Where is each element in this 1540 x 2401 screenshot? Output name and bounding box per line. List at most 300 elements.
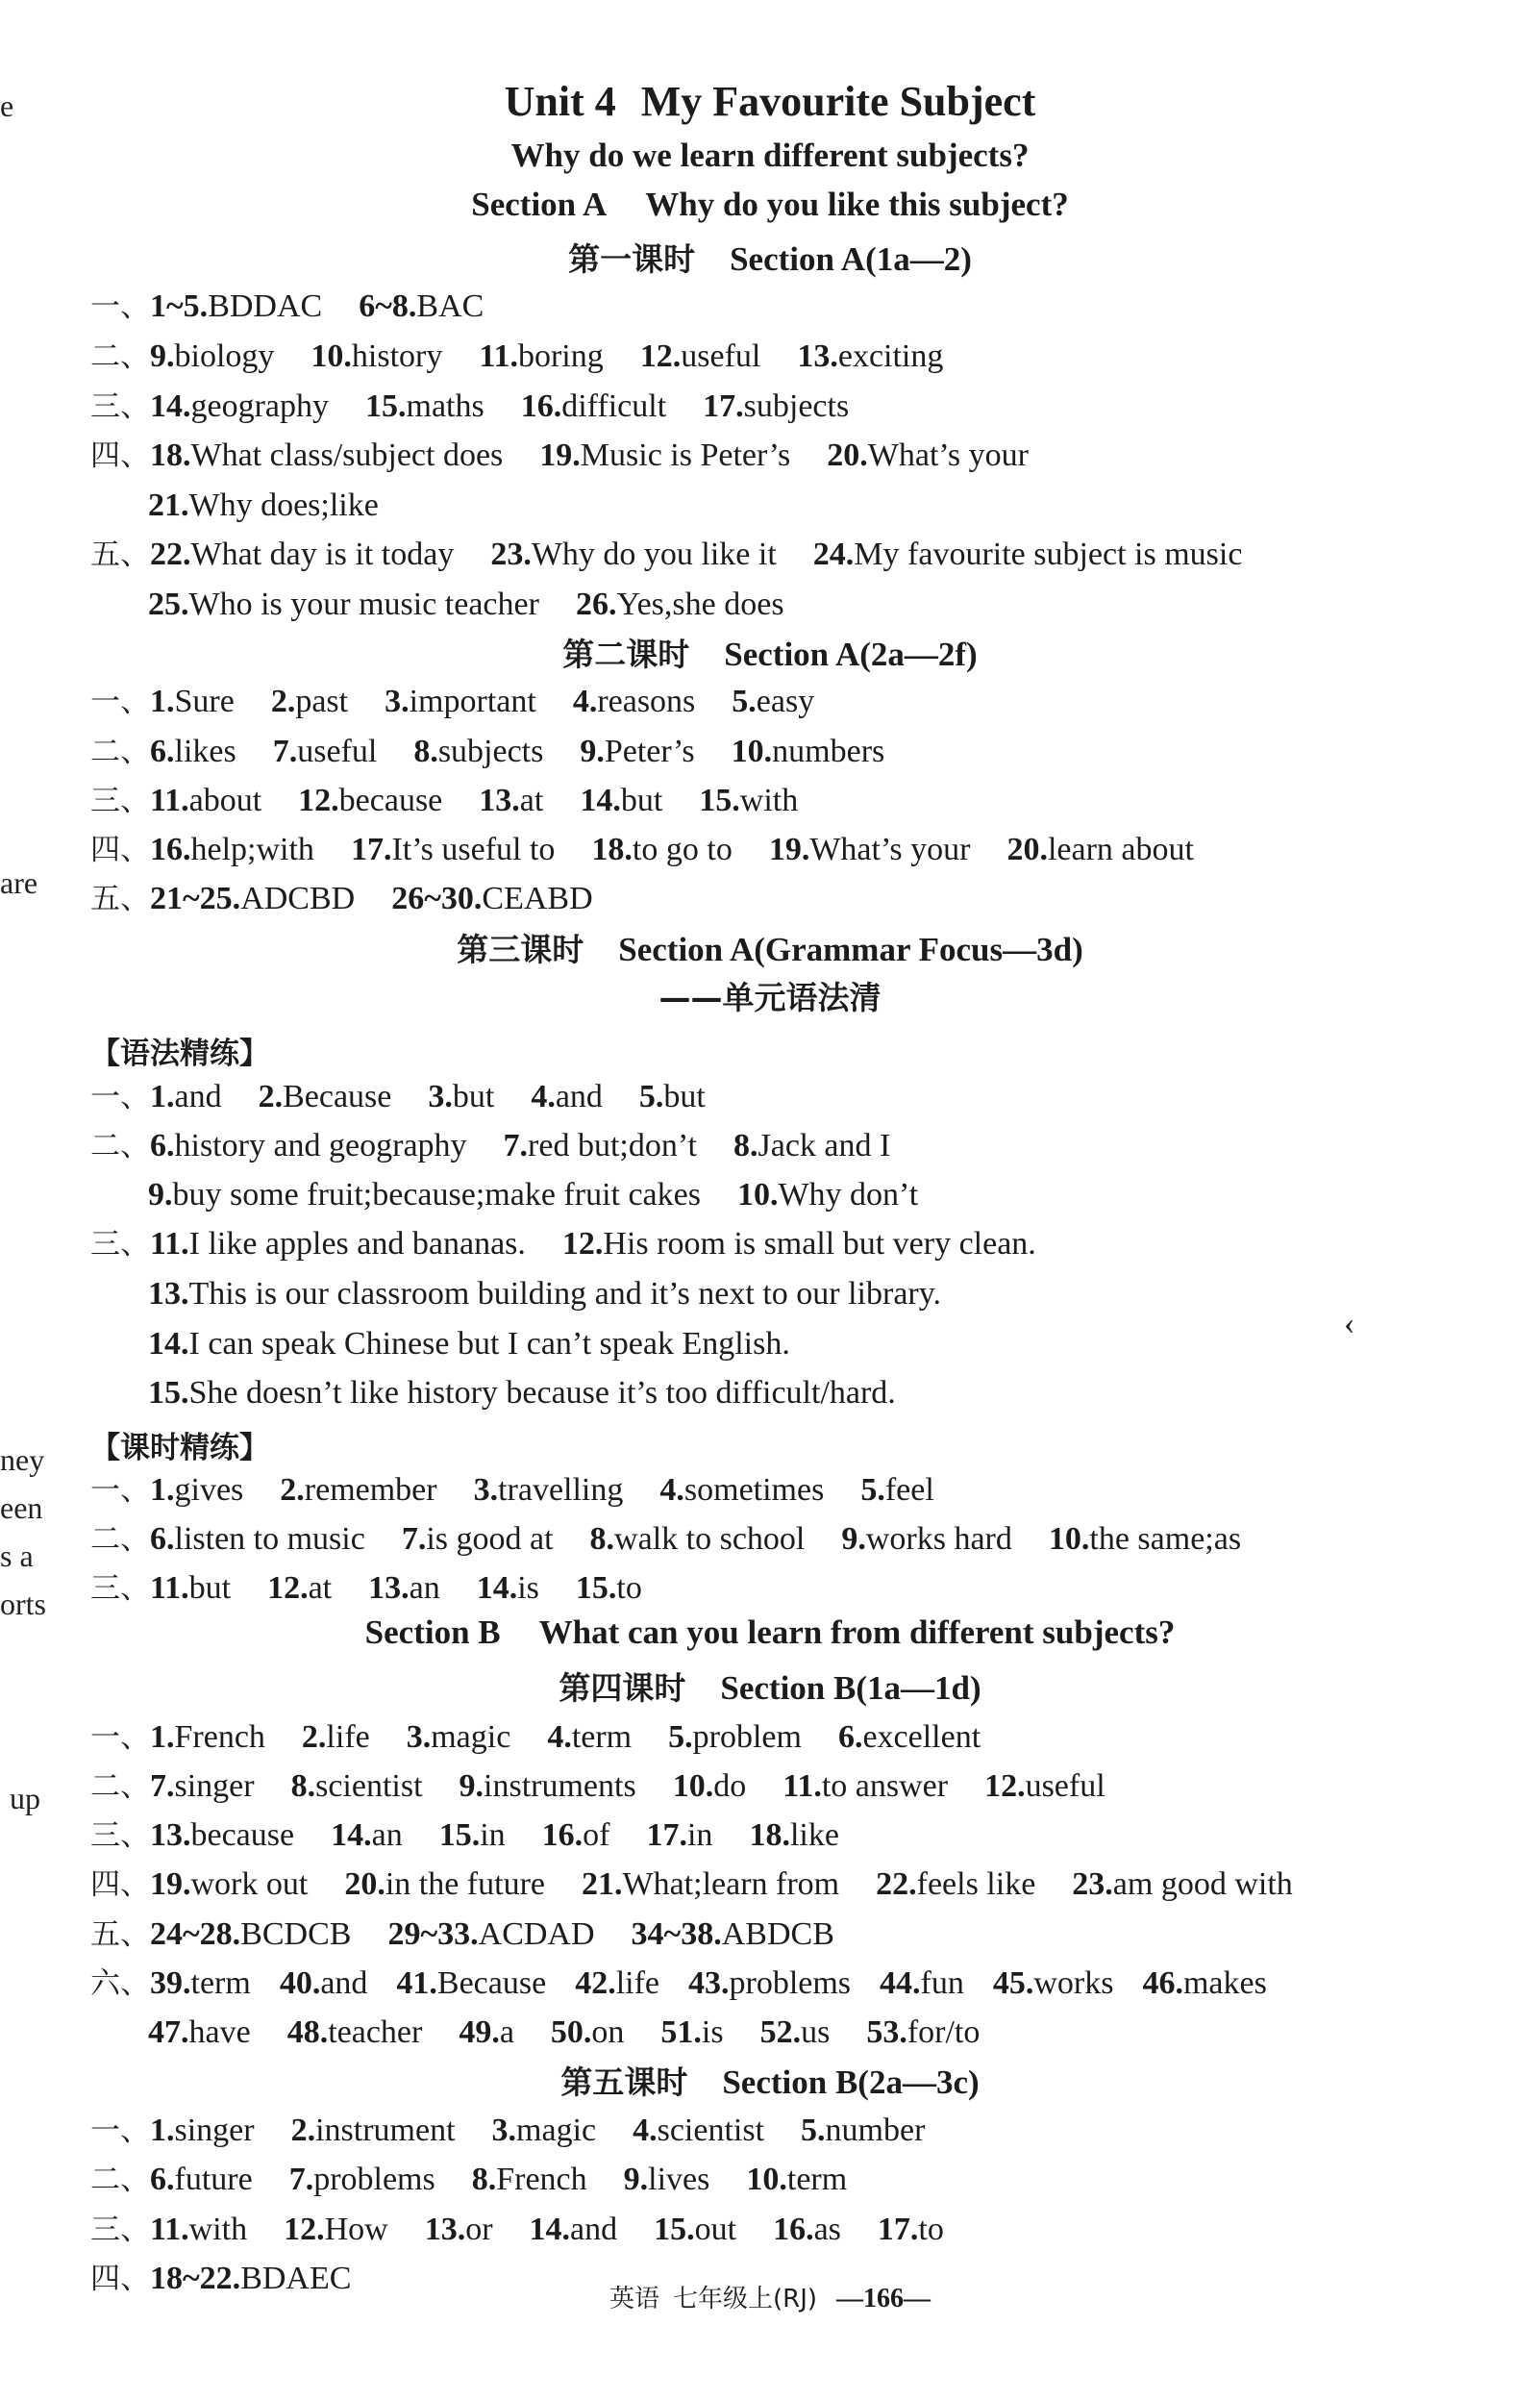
answer-row [90, 538, 1279, 571]
question-number: 19. [539, 438, 581, 473]
answer-item [733, 1130, 890, 1163]
answer-item [668, 1721, 802, 1754]
answer-item [773, 2213, 841, 2246]
question-number: 18. [591, 832, 633, 867]
answer-text: but [188, 1570, 232, 1606]
margin-fragment: ney [0, 1442, 45, 1477]
answer-text: life [326, 1719, 370, 1755]
answer-text: at [308, 1570, 333, 1606]
answer-text: an [409, 1570, 440, 1606]
answer-item [562, 1228, 1036, 1261]
question-number: 3. [473, 1472, 499, 1508]
answer-item [150, 2213, 247, 2246]
question-number: 9. [841, 1521, 866, 1557]
answer-text: and [555, 1079, 603, 1114]
answer-item [504, 1130, 697, 1163]
answer-text: I can speak Chinese but I can’t speak English. [188, 1326, 790, 1362]
answer-item [396, 1967, 546, 2000]
answer-item [624, 2163, 710, 2196]
answer-item [732, 686, 814, 718]
question-number: 52. [759, 2014, 802, 2050]
answer-item [150, 538, 454, 571]
answer-text: Why do you like it [531, 537, 777, 572]
question-number: 4. [547, 1719, 572, 1755]
answer-text: term [571, 1719, 633, 1755]
answer-item [150, 1868, 308, 1901]
question-number: 15. [575, 1570, 617, 1606]
answer-item [148, 2016, 251, 2049]
answer-text: singer [174, 2113, 255, 2148]
answer-text: to go to [632, 832, 733, 867]
answer-text: on [591, 2014, 625, 2050]
answer-text: Music is Peter’s [580, 438, 791, 473]
answer-item [490, 538, 776, 571]
answer-item [291, 1770, 423, 1803]
question-number: 21. [148, 488, 189, 523]
answer-text: to [616, 1570, 642, 1606]
lesson-5-heading: 第五课时 Section B(2a—3c) [560, 2063, 980, 2101]
stray-mark: ‹ [1344, 1306, 1355, 1341]
answer-item [273, 736, 378, 768]
question-number: 3. [406, 1719, 432, 1755]
answer-item [688, 1967, 851, 2000]
answer-text: Why does;like [188, 488, 379, 523]
question-number: 2. [258, 1079, 284, 1114]
question-group-marker: 五、 [90, 882, 150, 916]
answer-text: BDAEC [240, 2261, 352, 2296]
answer-row [90, 1868, 1329, 1901]
question-number: 10. [1048, 1521, 1090, 1557]
question-number: 46. [1142, 1965, 1183, 2001]
question-group-marker: 五、 [90, 1917, 150, 1952]
answer-text: This is our classroom building and it’s next to our library. [188, 1276, 942, 1312]
question-number: 11. [150, 1226, 189, 1262]
answer-text: and [320, 1965, 368, 2001]
answer-item [287, 2016, 423, 2049]
answer-item [746, 2163, 847, 2196]
section-b-heading: Section B What can you learn from different subjects? [364, 1613, 1176, 1651]
answer-text: maths [406, 388, 484, 424]
answer-item [547, 1721, 632, 1754]
margin-fragment: s a [0, 1538, 34, 1573]
question-number: 1. [150, 1472, 175, 1508]
answer-item [576, 588, 784, 621]
question-number: 19. [150, 1866, 191, 1902]
answer-row [90, 439, 1065, 472]
answer-item [359, 290, 484, 323]
answer-text: in the future [385, 1866, 545, 1902]
question-number: 7. [150, 1768, 175, 1804]
answer-item [460, 1770, 636, 1803]
question-number: 25. [148, 587, 189, 622]
answer-row [90, 1721, 1017, 1754]
answer-text: is good at [426, 1521, 554, 1557]
answer-item [150, 785, 261, 817]
answer-text: subjects [437, 734, 544, 769]
question-number: 3. [428, 1079, 453, 1114]
question-group-marker: 一、 [90, 289, 150, 324]
answer-row [90, 686, 851, 718]
answer-item [150, 390, 329, 423]
question-number: 1. [150, 1079, 175, 1114]
question-number: 49. [459, 2014, 500, 2050]
answer-item [760, 2016, 831, 2049]
answer-item [472, 2163, 587, 2196]
answer-text: magic [516, 2113, 597, 2148]
question-number: 16. [150, 832, 191, 867]
answer-text: excellent [862, 1719, 981, 1755]
question-group-marker: 五、 [90, 538, 150, 572]
answer-item [797, 340, 943, 373]
answer-text: problem [692, 1719, 802, 1755]
answer-item [492, 2114, 597, 2147]
answer-item [479, 785, 543, 817]
answer-text: history [351, 338, 443, 374]
question-number: 17. [350, 832, 392, 867]
question-number: 14. [331, 1817, 372, 1853]
answer-item [827, 439, 1029, 472]
question-number: 5. [638, 1079, 664, 1114]
margin-fragment: een [0, 1490, 43, 1525]
answer-text: exciting [837, 338, 944, 374]
question-number: 4. [531, 1079, 556, 1114]
answer-item [148, 1179, 701, 1212]
question-number: 7. [401, 1521, 427, 1557]
question-number: 11. [150, 1570, 189, 1606]
question-number: 9. [580, 734, 605, 769]
answer-text: What;learn from [622, 1866, 840, 1902]
question-number: 1. [150, 684, 175, 719]
question-number: 20. [827, 438, 868, 473]
answer-item [271, 686, 348, 718]
question-number: 7. [288, 2162, 314, 2197]
question-number: 10. [736, 1177, 779, 1213]
answer-text: work out [190, 1866, 309, 1902]
question-group-marker: 一、 [90, 685, 150, 719]
question-number: 23. [490, 537, 532, 572]
answer-text: What class/subject does [190, 438, 504, 473]
answer-text: subjects [743, 388, 850, 424]
answer-text: term [190, 1965, 251, 2001]
question-group-marker: 四、 [90, 833, 150, 867]
question-number: 17. [877, 2212, 919, 2247]
answer-text: BDDAC [208, 288, 323, 324]
answer-item [580, 736, 694, 768]
answer-text: for/to [907, 2014, 981, 2050]
question-number: 6. [150, 1521, 175, 1557]
answer-text: past [295, 684, 349, 719]
question-number: 7. [503, 1128, 529, 1163]
answer-text: because [338, 783, 443, 818]
answer-text: but [620, 783, 663, 818]
answer-text: am good with [1112, 1866, 1293, 1902]
question-number: 20. [1006, 832, 1048, 867]
unit-question: Why do we learn different subjects? [510, 137, 1030, 174]
margin-fragment: up [10, 1781, 40, 1815]
answer-item [150, 2114, 255, 2147]
answer-row [148, 1278, 978, 1311]
question-number: 1. [150, 1719, 175, 1755]
lesson-4-heading: 第四课时 Section B(1a—1d) [559, 1669, 981, 1707]
answer-item [150, 1721, 265, 1754]
answer-row [90, 1523, 1278, 1556]
question-number: 18. [150, 438, 191, 473]
answer-row [90, 2213, 981, 2246]
question-number: 47. [148, 2014, 189, 2050]
answer-text: travelling [498, 1472, 624, 1508]
question-number: 5. [668, 1719, 693, 1755]
lesson-1-heading: 第一课时 Section A(1a—2) [568, 240, 972, 278]
answer-item [813, 538, 1243, 571]
question-number: 48. [286, 2014, 329, 2050]
answer-text: a [499, 2014, 514, 2050]
question-number: 8. [733, 1128, 758, 1163]
question-group-marker: 四、 [90, 2262, 150, 2296]
question-number: 41. [396, 1965, 437, 2001]
answer-item [860, 1474, 933, 1507]
unit-title: Unit 4 My Favourite Subject [504, 78, 1036, 125]
answer-text: It’s useful to [391, 832, 556, 867]
answer-text: reasons [597, 684, 696, 719]
question-number: 39. [150, 1965, 191, 2001]
question-group-marker: 四、 [90, 1867, 150, 1902]
grammar-practice-label: 【语法精练】 [90, 1037, 269, 1071]
question-number: 8. [471, 2162, 497, 2197]
question-number: 5. [860, 1472, 885, 1508]
question-number: 14. [580, 783, 621, 818]
answer-text: problems [313, 2162, 435, 2197]
question-number: 2. [301, 1719, 327, 1755]
question-number: 11. [150, 2212, 189, 2247]
answer-text: Sure [174, 684, 235, 719]
question-group-marker: 一、 [90, 1473, 150, 1508]
question-group-marker: 一、 [90, 1720, 150, 1755]
answer-text: feels like [916, 1866, 1036, 1902]
answer-row [148, 1377, 932, 1410]
question-number: 29~33. [387, 1916, 479, 1952]
answer-item [640, 340, 761, 373]
question-group-marker: 二、 [90, 1129, 150, 1163]
answer-item [878, 2213, 944, 2246]
answer-text: is [701, 2014, 724, 2050]
answer-item [344, 1868, 545, 1901]
question-number: 1~5. [150, 288, 209, 324]
answer-row [90, 834, 1230, 866]
question-group-marker: 三、 [90, 1227, 150, 1262]
answer-text: red but;don’t [528, 1128, 698, 1163]
lesson-3-subheading: ——单元语法清 [658, 979, 882, 1016]
answer-item [477, 1572, 539, 1605]
question-number: 3. [385, 684, 410, 719]
answer-text: or [465, 2212, 493, 2247]
question-group-marker: 三、 [90, 2213, 150, 2247]
answer-text: learn about [1047, 832, 1194, 867]
question-number: 45. [992, 1965, 1034, 2001]
question-number: 2. [280, 1472, 305, 1508]
question-number: 42. [575, 1965, 616, 2001]
answer-text: to [918, 2212, 944, 2247]
answer-item [150, 1770, 255, 1803]
answer-text: magic [431, 1719, 511, 1755]
answer-text: Because [436, 1965, 547, 2001]
answer-text: but [452, 1079, 495, 1114]
answer-text: difficult [561, 388, 667, 424]
answer-item [148, 489, 379, 522]
question-number: 10. [731, 734, 773, 769]
answer-item [385, 686, 536, 718]
answer-text: buy some fruit;because;make fruit cakes [172, 1177, 701, 1213]
answer-text: Who is your music teacher [188, 587, 539, 622]
answer-item [280, 1474, 436, 1507]
question-number: 9. [150, 338, 175, 374]
question-number: 2. [270, 684, 296, 719]
question-number: 9. [148, 1177, 173, 1213]
answer-row [90, 736, 921, 768]
answer-item [632, 1918, 834, 1951]
question-number: 13. [148, 1276, 189, 1312]
answer-text: history and geography [174, 1128, 467, 1163]
question-number: 4. [633, 2113, 658, 2148]
answer-item [474, 1474, 624, 1507]
lesson-2-heading: 第二课时 Section A(2a—2f) [562, 636, 978, 673]
answer-text: do [713, 1768, 747, 1804]
answer-text: Why don’t [778, 1177, 919, 1213]
question-number: 43. [688, 1965, 730, 2001]
answer-item [1006, 834, 1194, 866]
question-number: 11. [479, 338, 518, 374]
answer-text: works [1033, 1965, 1114, 2001]
answer-text: remember [304, 1472, 437, 1508]
answer-text: in [686, 1817, 713, 1853]
answer-text: useful [1025, 1768, 1105, 1804]
answer-item [660, 2016, 723, 2049]
answer-item [150, 1228, 526, 1261]
question-group-marker: 一、 [90, 1080, 150, 1114]
question-number: 14. [476, 1570, 518, 1606]
answer-item [150, 1572, 231, 1605]
question-number: 15. [654, 2212, 695, 2247]
answer-row [90, 1770, 1142, 1803]
answer-row [90, 2114, 961, 2147]
answer-item [148, 588, 539, 621]
answer-text: is [517, 1570, 539, 1606]
answer-item [148, 1278, 941, 1311]
answer-text: She doesn’t like history because it’s too difficult/hard. [188, 1375, 896, 1411]
question-number: 5. [801, 2113, 826, 2148]
answer-text: walk to school [614, 1521, 806, 1557]
question-number: 16. [541, 1817, 584, 1853]
answer-text: What day is it today [190, 537, 455, 572]
answer-item [590, 1523, 806, 1556]
answer-text: gives [174, 1472, 244, 1508]
answer-text: term [786, 2162, 848, 2197]
question-number: 3. [491, 2113, 517, 2148]
question-number: 4. [659, 1472, 684, 1508]
answer-text: listen to music [174, 1521, 365, 1557]
answer-row [90, 1572, 679, 1605]
answer-text: ADCBD [240, 881, 356, 916]
answer-text: at [519, 783, 544, 818]
question-number: 19. [768, 832, 810, 867]
answer-item [387, 1918, 594, 1951]
answer-item [876, 1868, 1035, 1901]
answer-text: ACDAD [478, 1916, 595, 1952]
answer-item [699, 785, 798, 817]
section-a-heading: Section A Why do you like this subject? [471, 186, 1069, 223]
question-number: 6. [837, 1719, 863, 1755]
answer-text: Because [283, 1079, 392, 1114]
margin-fragment: are [0, 865, 38, 900]
answer-item [150, 834, 314, 866]
lesson-3-heading: 第三课时 Section A(Grammar Focus—3d) [457, 931, 1083, 968]
question-number: 12. [298, 783, 339, 818]
answer-text: Jack and I [758, 1128, 891, 1163]
answer-text: French [496, 2162, 587, 2197]
answer-item [150, 736, 236, 768]
question-group-marker: 二、 [90, 735, 150, 769]
answer-text: instrument [315, 2113, 456, 2148]
answer-text: future [174, 2162, 253, 2197]
question-number: 10. [672, 1768, 714, 1804]
question-number: 23. [1072, 1866, 1113, 1902]
answer-row [90, 340, 980, 373]
answer-text: likes [174, 734, 236, 769]
answer-item [732, 736, 885, 768]
answer-row [148, 1179, 955, 1212]
answer-text: like [789, 1817, 839, 1853]
question-number: 21~25. [150, 881, 241, 916]
answer-item [150, 686, 235, 718]
question-number: 13. [150, 1817, 191, 1853]
answer-item [984, 1770, 1105, 1803]
answer-item [737, 1179, 918, 1212]
question-number: 9. [623, 2162, 649, 2197]
answer-item [148, 1328, 790, 1361]
answer-row [148, 588, 821, 621]
answer-item [391, 883, 592, 915]
answer-text: to answer [821, 1768, 949, 1804]
answer-item [150, 340, 274, 373]
answer-text: out [694, 2212, 737, 2247]
answer-text: lives [648, 2162, 710, 2197]
answer-item [801, 2114, 925, 2147]
question-group-marker: 二、 [90, 1522, 150, 1557]
question-number: 18~22. [150, 2261, 241, 2296]
answer-item [150, 1081, 222, 1113]
answer-item [659, 1474, 824, 1507]
answer-text: because [190, 1817, 295, 1853]
question-number: 7. [272, 734, 298, 769]
question-number: 6~8. [359, 288, 417, 324]
answer-text: biology [174, 338, 275, 374]
question-group-marker: 三、 [90, 784, 150, 818]
answer-item [582, 1868, 839, 1901]
answer-item [749, 1819, 838, 1852]
answer-text: scientist [315, 1768, 423, 1804]
question-number: 13. [797, 338, 838, 374]
question-number: 51. [660, 2014, 702, 2050]
question-group-marker: 二、 [90, 2163, 150, 2197]
question-number: 12. [561, 1226, 604, 1262]
question-number: 1. [150, 2113, 175, 2148]
answer-row [90, 390, 885, 423]
answer-text: useful [681, 338, 761, 374]
answer-item [769, 834, 971, 866]
answer-text: I like apples and bananas. [188, 1226, 526, 1262]
question-number: 26. [575, 587, 617, 622]
question-number: 15. [148, 1375, 189, 1411]
question-number: 12. [284, 2212, 325, 2247]
